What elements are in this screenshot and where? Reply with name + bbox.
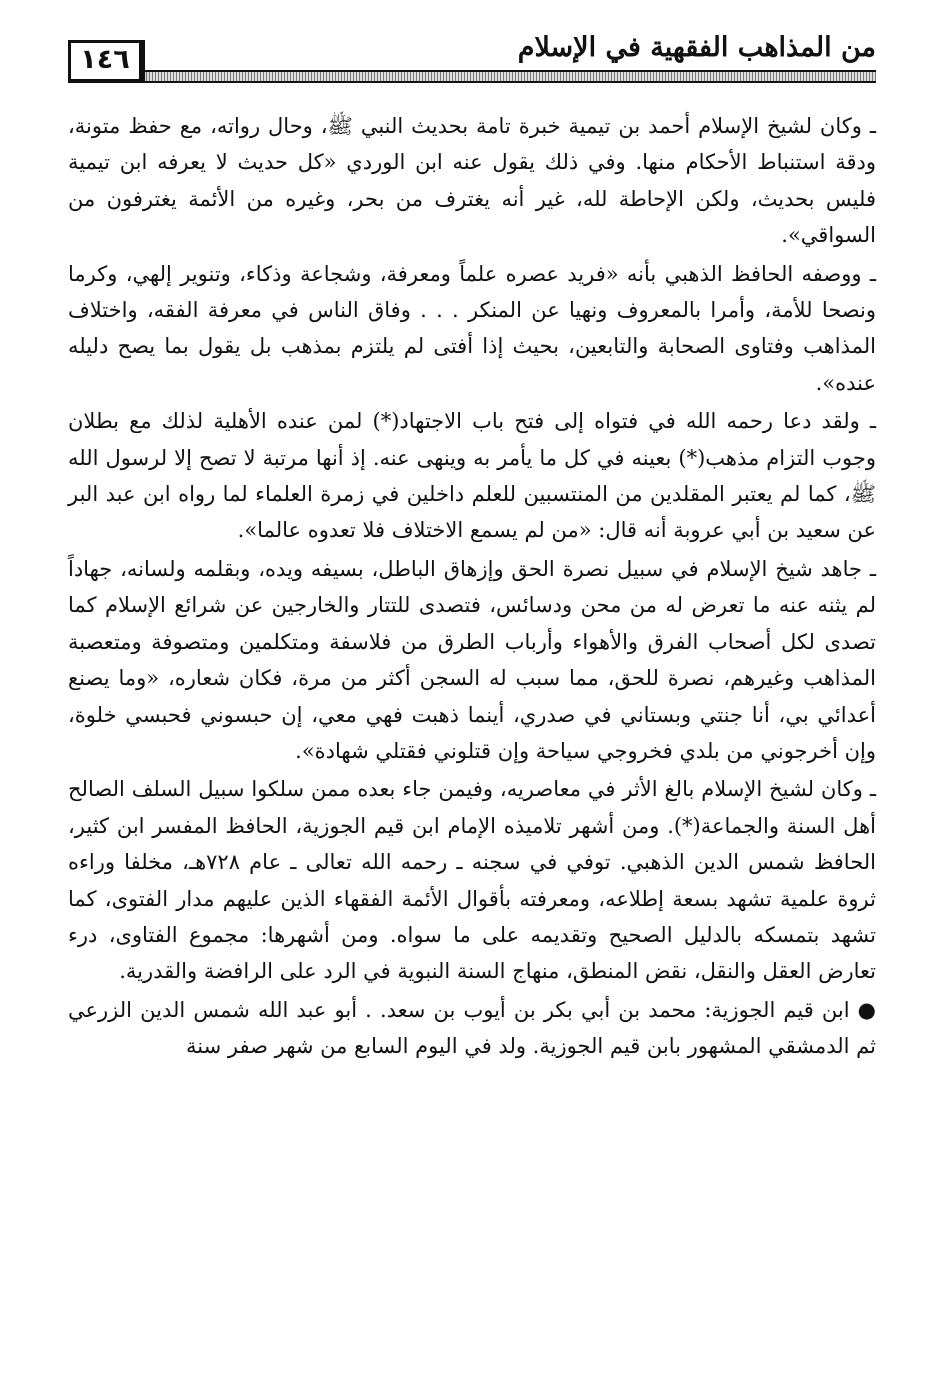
paragraph-ibn-taymiyyah-hadith: ـ وكان لشيخ الإسلام أحمد بن تيمية خبرة تامة بحديث النبي ﷺ، وحال رواته، مع حفظ متونة، ودقة استنباط الأحكام منها. وفي ذلك يقول عنه ابن الوردي «كل حديث لا يعرفه ابن تيمية فليس بحديث، ولكن الإحاطة لله، غير أنه يغترف من بحر، وغيره من الأئمة يغترفون من السواقي». (68, 114, 876, 248)
paragraph-jihad: ـ جاهد شيخ الإسلام في سبيل نصرة الحق وإزهاق الباطل، بسيفه ويده، وبقلمه ولسانه، جهاداً لم يثنه عنه ما تعرض له من محن ودسائس، فتصدى للتتار والخارجين عن شرائع الإسلام كما تصدى لكل أصحاب الفرق والأهواء وأرباب الطرق من فلاسفة ومتكلمين ومتصوفة ومتعصبة المذاهب وغيرهم، نصرة للحق، مما سبب له السجن أكثر من مرة، فكان شعاره، «وما يصنع أعدائي بي، أنا جنتي وبستاني في صدري، أينما ذهبت فهي معي، إن حبسوني فحبسي خلوة، وإن أخرجوني من بلدي فخروجي سياحة وإن قتلوني فقتلي شهادة». (68, 556, 877, 763)
paragraph-ibn-qayyim: ● ابن قيم الجوزية: محمد بن أبي بكر بن أيوب بن سعد. . أبو عبد الله شمس الدين الزرعي ثم الدمشقي المشهور بابن قيم الجوزية. ولد في اليوم السابع من شهر صفر سنة (68, 997, 876, 1059)
page-number-shadow (139, 40, 145, 82)
page-title: من المذاهب الفقهية في الإسلام (517, 32, 876, 63)
paragraph-dhahabi-description: ـ ووصفه الحافظ الذهبي بأنه «فريد عصره علماً ومعرفة، وشجاعة وذكاء، وتنوير إلهي، وكرما ونصحا للأمة، وأمرا بالمعروف ونهيا عن المنكر . . . وفاق الناس في معرفة الفقه، واختلاف المذاهب وفتاوى الصحابة والتابعين، بحيث إذا أفتى لم يلتزم بمذهب بل يقول بما يصح دليله عنده». (68, 261, 876, 395)
paragraph-influence: ـ وكان لشيخ الإسلام بالغ الأثر في معاصريه، وفيمن جاء بعده ممن سلكوا سبيل السلف الصالح أهل السنة والجماعة(*). ومن أشهر تلاميذه الإمام ابن قيم الجوزية، الحافظ المفسر ابن كثير، الحافظ شمس الدين الذهبي. توفي في سجنه ـ رحمه الله تعالى ـ عام ٧٢٨هـ، مخلفا وراءه ثروة علمية تشهد بسعة إطلاعه، ومعرفته بأقوال الأئمة الفقهاء الذين عليهم مدار الفتوى، كما تشهد بتمسكه بالدليل الصحيح وتقديمه على ما سواه. ومن أشهرها: مجموع الفتاوى، درء تعارض العقل والنقل، نقض المنطق، منهاج السنة النبوية في الرد على الرافضة والقدرية. (68, 777, 876, 984)
page-number: ١٤٦ (68, 40, 142, 82)
page-body (68, 108, 876, 1065)
header-rule (68, 70, 876, 83)
page-header (68, 28, 876, 80)
paragraph-ijtihad: ـ ولقد دعا رحمه الله في فتواه إلى فتح باب الاجتهاد(*) لمن عنده الأهلية لذلك مع بطلان وجوب التزام مذهب(*) بعينه في كل ما يأمر به وينهى عنه. إذ أنها مرتبة لا تصح إلا لرسول الله ﷺ، كما لم يعتبر المقلدين من المنتسبين للعلم داخلين في زمرة العلماء لما رواه ابن عبد البر عن سعيد بن أبي عروبة أنه قال: «من لم يسمع الاختلاف فلا تعدوه عالما». (68, 409, 876, 543)
